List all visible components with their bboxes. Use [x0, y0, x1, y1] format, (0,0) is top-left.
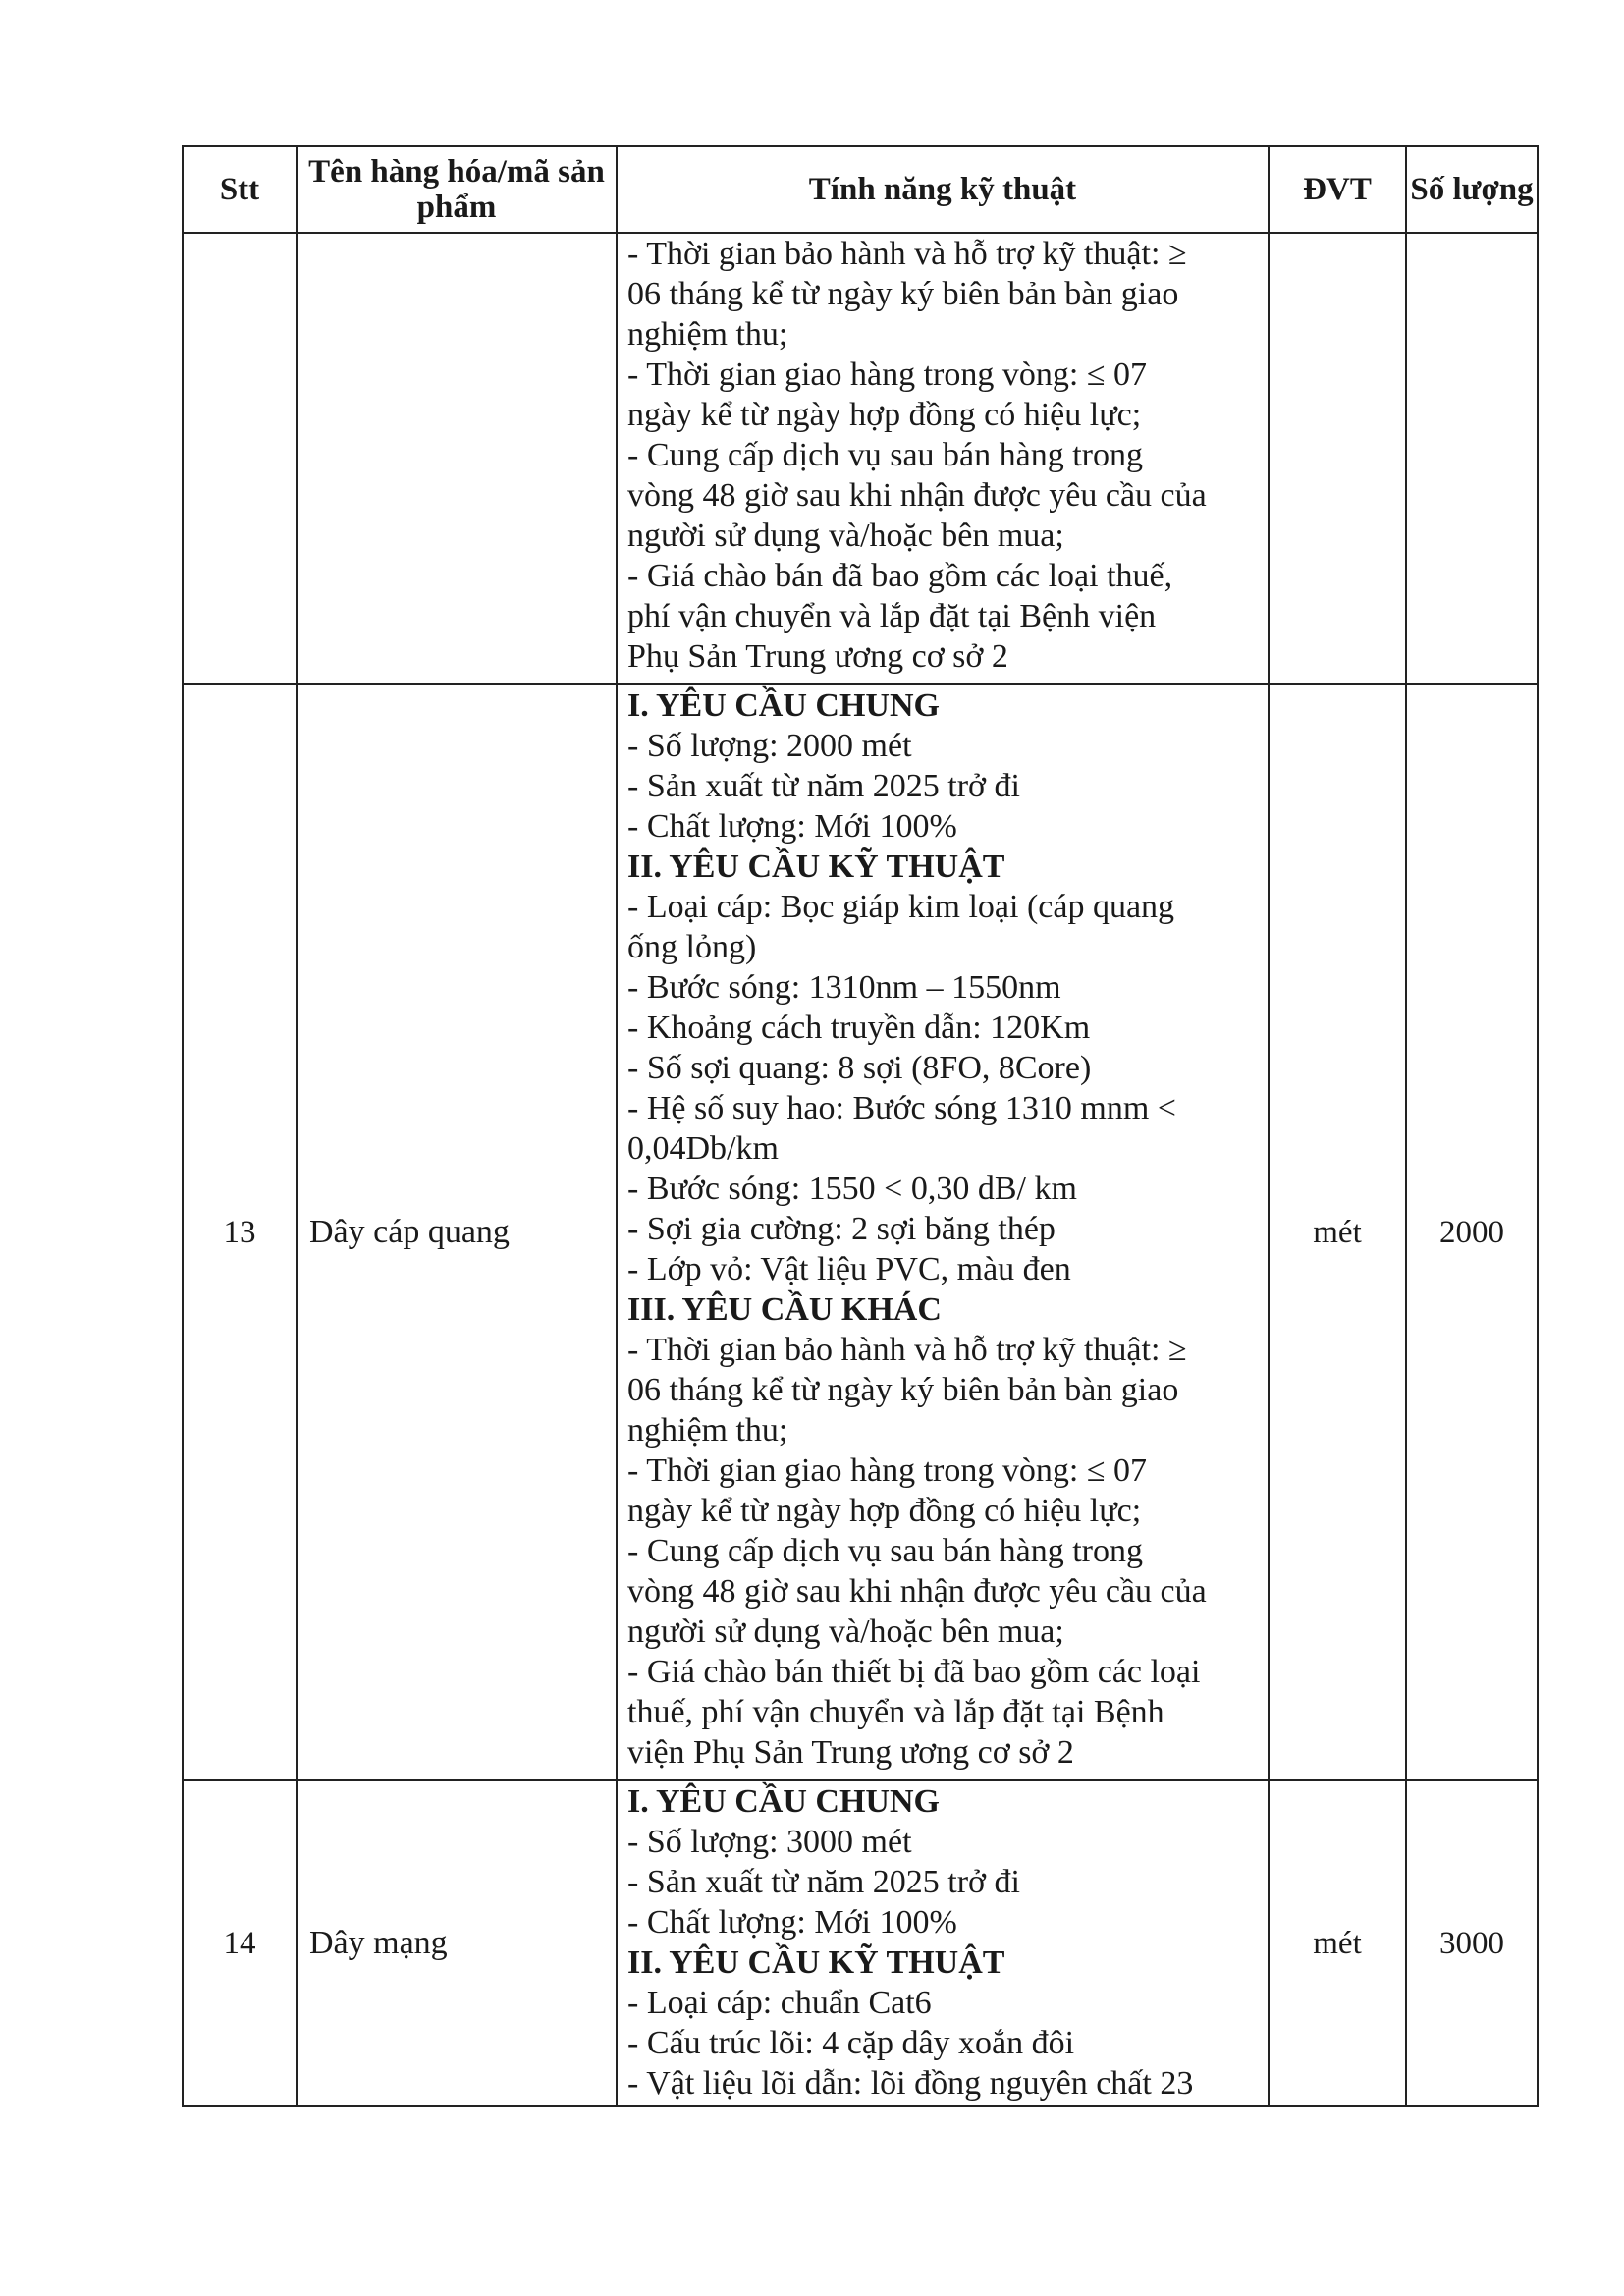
- header-stt: Stt: [183, 146, 297, 233]
- spec-line: - Giá chào bán đã bao gồm các loại thuế,: [627, 558, 1173, 594]
- spec-section-heading: III. YÊU CẦU KHÁC: [627, 1291, 942, 1328]
- spec-line: - Bước sóng: 1310nm – 1550nm: [627, 969, 1061, 1006]
- spec-line: - Bước sóng: 1550 < 0,30 dB/ km: [627, 1171, 1077, 1207]
- spec-line: - Chất lượng: Mới 100%: [627, 808, 957, 845]
- row-features: [617, 1780, 1269, 2106]
- spec-line: - Thời gian giao hàng trong vòng: ≤ 07: [627, 356, 1147, 393]
- row-qty: [1406, 233, 1538, 684]
- spec-line: Phụ Sản Trung ương cơ sở 2: [627, 638, 1008, 675]
- spec-line: vòng 48 giờ sau khi nhận được yêu cầu của: [627, 477, 1207, 514]
- spec-line: 06 tháng kể từ ngày ký biên bản bàn giao: [627, 276, 1179, 312]
- row-stt: [183, 233, 297, 684]
- spec-line: - Sản xuất từ năm 2025 trở đi: [627, 1864, 1020, 1900]
- spec-line: nghiệm thu;: [627, 1412, 788, 1449]
- spec-line: - Loại cáp: Bọc giáp kim loại (cáp quang: [627, 889, 1175, 925]
- spec-line: - Số lượng: 2000 mét: [627, 728, 912, 764]
- row-qty: 3000: [1406, 1780, 1538, 2106]
- row-unit: mét: [1269, 684, 1406, 1780]
- spec-section-heading: I. YÊU CẦU CHUNG: [627, 1783, 940, 1820]
- spec-line: - Chất lượng: Mới 100%: [627, 1904, 957, 1941]
- header-row: [183, 146, 1538, 233]
- spec-line: viện Phụ Sản Trung ương cơ sở 2: [627, 1734, 1074, 1771]
- spec-line: - Vật liệu lõi dẫn: lõi đồng nguyên chất 23: [627, 2065, 1194, 2102]
- spec-line: - Cấu trúc lõi: 4 cặp dây xoắn đôi: [627, 2025, 1075, 2061]
- spec-line: người sử dụng và/hoặc bên mua;: [627, 518, 1064, 554]
- row-features: [617, 684, 1269, 1780]
- spec-line: ngày kể từ ngày hợp đồng có hiệu lực;: [627, 397, 1142, 433]
- spec-line: ống lỏng): [627, 929, 757, 965]
- header-unit: ĐVT: [1269, 146, 1406, 233]
- spec-section-heading: II. YÊU CẦU KỸ THUẬT: [627, 848, 1005, 885]
- spec-line: - Sản xuất từ năm 2025 trở đi: [627, 768, 1020, 804]
- spec-line: 0,04Db/km: [627, 1130, 779, 1167]
- spec-line: 06 tháng kể từ ngày ký biên bản bàn giao: [627, 1372, 1179, 1408]
- spec-line: người sử dụng và/hoặc bên mua;: [627, 1613, 1064, 1650]
- header-qty: Số lượng: [1406, 146, 1538, 233]
- spec-line: - Giá chào bán thiết bị đã bao gồm các loại: [627, 1654, 1201, 1690]
- row-features: [617, 233, 1269, 684]
- row-stt: 13: [183, 684, 297, 1780]
- spec-line: - Lớp vỏ: Vật liệu PVC, màu đen: [627, 1251, 1071, 1287]
- spec-line: ngày kể từ ngày hợp đồng có hiệu lực;: [627, 1493, 1142, 1529]
- row-unit: [1269, 233, 1406, 684]
- spec-line: - Số lượng: 3000 mét: [627, 1824, 912, 1860]
- spec-line: - Thời gian bảo hành và hỗ trợ kỹ thuật: ≥: [627, 1332, 1187, 1368]
- spec-line: - Số sợi quang: 8 sợi (8FO, 8Core): [627, 1050, 1092, 1086]
- table-row: [183, 233, 1538, 684]
- spec-line: - Thời gian bảo hành và hỗ trợ kỹ thuật: ≥: [627, 236, 1187, 272]
- table-row: [183, 684, 1538, 1780]
- spec-line: - Cung cấp dịch vụ sau bán hàng trong: [627, 1533, 1143, 1569]
- spec-section-heading: I. YÊU CẦU CHUNG: [627, 687, 940, 724]
- spec-line: vòng 48 giờ sau khi nhận được yêu cầu của: [627, 1573, 1207, 1610]
- spec-line: - Hệ số suy hao: Bước sóng 1310 mnm <: [627, 1090, 1176, 1126]
- spec-line: - Thời gian giao hàng trong vòng: ≤ 07: [627, 1452, 1147, 1489]
- table-row: [183, 1780, 1538, 2106]
- row-qty: 2000: [1406, 684, 1538, 1780]
- row-product-name: [297, 233, 617, 684]
- row-stt: 14: [183, 1780, 297, 2106]
- spec-line: phí vận chuyển và lắp đặt tại Bệnh viện: [627, 598, 1157, 634]
- spec-line: nghiệm thu;: [627, 316, 788, 353]
- spec-line: - Sợi gia cường: 2 sợi băng thép: [627, 1211, 1056, 1247]
- header-features: Tính năng kỹ thuật: [617, 146, 1269, 233]
- spec-section-heading: II. YÊU CẦU KỸ THUẬT: [627, 1944, 1005, 1981]
- spec-line: - Khoảng cách truyền dẫn: 120Km: [627, 1010, 1091, 1046]
- header-name: Tên hàng hóa/mã sản phẩm: [297, 146, 617, 233]
- row-product-name: Dây cáp quang: [297, 684, 617, 1780]
- spec-line: - Cung cấp dịch vụ sau bán hàng trong: [627, 437, 1143, 473]
- spec-table: [182, 145, 1539, 2107]
- spec-line: - Loại cáp: chuẩn Cat6: [627, 1985, 932, 2021]
- row-unit: mét: [1269, 1780, 1406, 2106]
- row-product-name: Dây mạng: [297, 1780, 617, 2106]
- spec-line: thuế, phí vận chuyển và lắp đặt tại Bệnh: [627, 1694, 1164, 1730]
